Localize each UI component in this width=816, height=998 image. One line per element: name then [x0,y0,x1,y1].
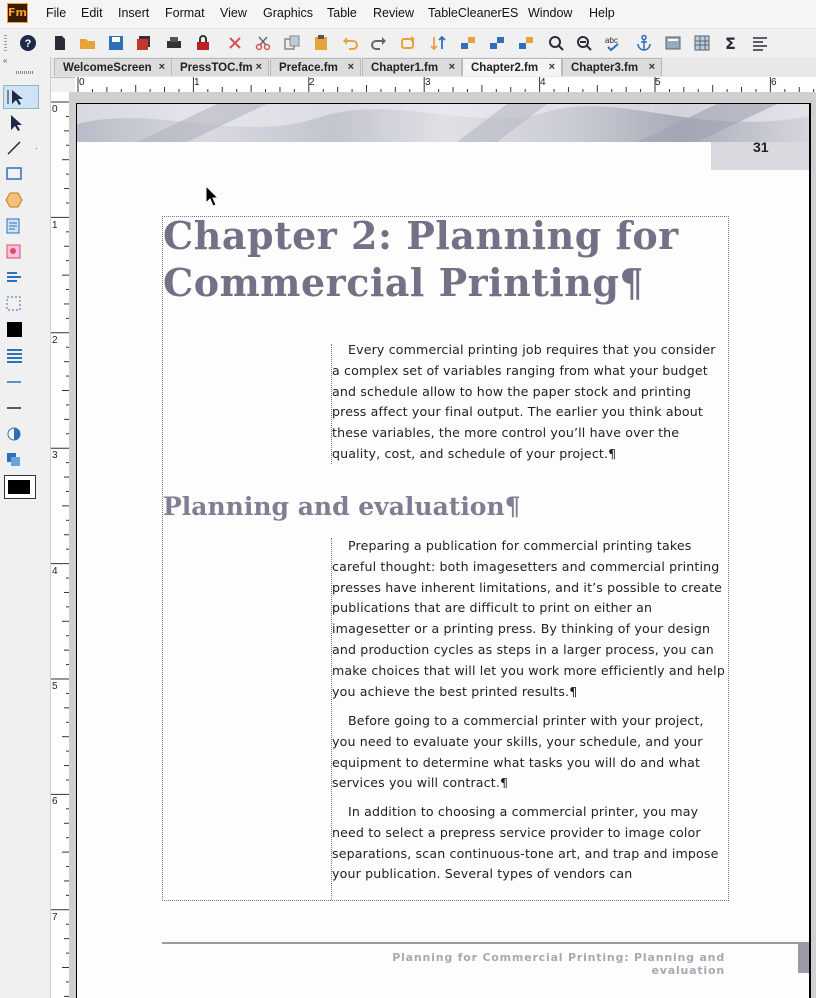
zoom-out-icon[interactable] [574,33,594,53]
overprint-icon[interactable] [3,449,37,471]
ruler-label: 5 [655,77,661,88]
ruler-label: 2 [309,77,315,88]
menu-review[interactable]: Review [373,6,414,20]
footer-rule [162,942,811,944]
menu-graphics[interactable]: Graphics [263,6,314,20]
collapse-icon[interactable]: « [3,56,8,65]
menu-insert[interactable]: Insert [118,6,150,20]
ruler-label: 4 [52,566,58,577]
document-tabs [51,57,816,78]
fill-color-icon[interactable] [3,319,37,341]
save-all-icon[interactable] [134,33,154,53]
section-heading[interactable]: Planning and evaluation¶ [163,492,521,521]
menu-edit[interactable]: Edit [81,6,103,20]
ruler-label: 1 [52,220,58,231]
object-select-tool-icon[interactable] [3,112,37,134]
ruler-label: 5 [52,681,58,692]
close-icon[interactable]: × [347,61,354,73]
tab-chapter1[interactable] [362,58,462,76]
menu-help[interactable]: Help [589,6,615,20]
selection-frame-tool-icon[interactable] [3,293,37,315]
ruler-label: 2 [52,335,58,346]
ruler-label: 7 [52,912,58,923]
open-folder-icon[interactable] [78,33,98,53]
equation-icon[interactable] [721,33,741,53]
paragraph-format-icon[interactable] [750,33,770,53]
palette-grip[interactable] [16,71,34,74]
ruler-label: 0 [52,104,58,115]
align-tool-icon[interactable] [3,267,37,289]
toolbar [0,29,816,58]
save-icon[interactable] [106,33,126,53]
close-icon[interactable]: × [255,61,262,73]
tab-chapter2[interactable] [462,58,562,76]
smart-select-tool-icon[interactable] [3,85,39,109]
undo-icon[interactable] [340,33,360,53]
dash-pattern-icon[interactable] [3,397,37,419]
close-icon[interactable]: × [158,61,165,73]
copy-icon[interactable] [282,33,302,53]
ruler-label: 0 [79,77,85,88]
running-footer: Planning for Commercial Printing: Planning and evaluation [392,951,725,977]
svg-text:?: ? [24,38,32,50]
tab-label: Chapter1.fm [371,61,439,74]
mouse-cursor-icon [205,185,221,209]
line-width-icon[interactable] [3,345,37,367]
close-icon[interactable]: × [448,61,455,73]
tab-preface[interactable] [270,58,361,76]
svg-text:abc: abc [605,36,618,45]
ruler-label: 6 [771,77,777,88]
menu-format[interactable]: Format [165,6,205,20]
menu-window[interactable]: Window [528,6,573,20]
zoom-in-icon[interactable] [546,33,566,53]
page-number: 31 [753,139,769,155]
app-logo: Fm [7,3,28,23]
current-color-swatch[interactable] [4,475,36,499]
tab-label: PressTOC.fm [180,61,253,74]
paste-icon[interactable] [311,33,331,53]
print-icon[interactable] [164,33,184,53]
menu-file[interactable]: File [46,6,67,20]
text-frame-icon[interactable] [663,33,683,53]
insert-marker-icon[interactable] [516,33,536,53]
line-end-icon[interactable] [3,371,37,393]
spell-check-icon[interactable] [603,33,623,53]
insert-variable-icon[interactable] [458,33,478,53]
tab-presstoc[interactable] [171,58,269,76]
horizontal-ruler[interactable] [75,77,816,93]
header-artwork [77,104,811,142]
tools-palette [0,57,51,998]
new-document-icon[interactable] [50,33,70,53]
chapter-title[interactable]: Chapter 2: Planning for Commercial Printing¶ [163,213,679,305]
rectangle-tool-icon[interactable] [3,163,37,185]
close-icon[interactable]: × [548,61,555,73]
text-line-tool-icon[interactable] [3,215,37,237]
help-icon[interactable] [18,33,38,53]
anchor-icon[interactable] [634,33,654,53]
table-icon[interactable] [692,33,712,53]
ruler-label: 3 [425,77,431,88]
sort-icon[interactable] [428,33,448,53]
menu-view[interactable]: View [220,6,247,20]
ruler-label: 6 [52,796,58,807]
body-paragraph[interactable]: In addition to choosing a commercial printer, you may need to select a prepress service provider to image color separations, scan continuous-tone art, and trap and impose your publication. Several types of vendors can [332,804,719,882]
tab-label: Chapter2.fm [471,61,539,74]
repeat-icon[interactable] [398,33,418,53]
tab-label: WelcomeScreen [63,61,152,74]
svg-text:Σ: Σ [725,34,736,52]
graphic-frame-tool-icon[interactable] [3,241,37,263]
tint-icon[interactable] [3,423,37,445]
tab-chapter3[interactable] [562,58,662,76]
delete-icon[interactable] [225,33,245,53]
toolbar-grip[interactable] [4,35,7,51]
redo-icon[interactable] [369,33,389,53]
ruler-ticks [75,77,816,92]
ruler-label: 4 [540,77,546,88]
tab-label: Chapter3.fm [571,61,639,74]
ruler-label: 1 [194,77,200,88]
intro-paragraph[interactable]: Every commercial printing job requires that you consider a complex set of variables ranging from what your budget and schedule allow to how the paper stock and printing press affect your final output. The earlier you think about these variables, the more control you’ll have over the quality, cost, and schedule of your project.¶ [332,342,716,461]
lock-icon[interactable] [193,33,213,53]
ruler-label: 3 [52,450,58,461]
document-page[interactable] [76,103,811,998]
cut-icon[interactable] [253,33,273,53]
menu-bar [0,0,816,29]
footer-block [798,943,811,973]
line-tool-icon[interactable] [3,137,37,159]
polygon-tool-icon[interactable] [3,189,37,211]
body-paragraph[interactable]: Preparing a publication for commercial printing takes careful thought: both imagesetters and commercial printing presses have inherent limitations, and it’s possible to create publications that are difficult to print on either an imagesetter or a printing press. By thinking of your design and production cycles as steps in a larger process, you can make choices that will let you work more efficiently and help you achieve the best printed results.¶ [332,538,725,699]
tab-welcomescreen[interactable] [54,58,172,76]
close-icon[interactable]: × [648,61,655,73]
menu-tablecleaner[interactable]: TableCleanerES [428,6,519,20]
menu-table[interactable]: Table [327,6,357,20]
vertical-ruler[interactable] [51,92,70,998]
tab-label: Preface.fm [279,61,338,74]
body-paragraph[interactable]: Before going to a commercial printer with your project, you need to evaluate your skills, your schedule, and your equipment to determine what tasks you will do and what services you will contract.¶ [332,713,704,791]
insert-xref-icon[interactable] [487,33,507,53]
